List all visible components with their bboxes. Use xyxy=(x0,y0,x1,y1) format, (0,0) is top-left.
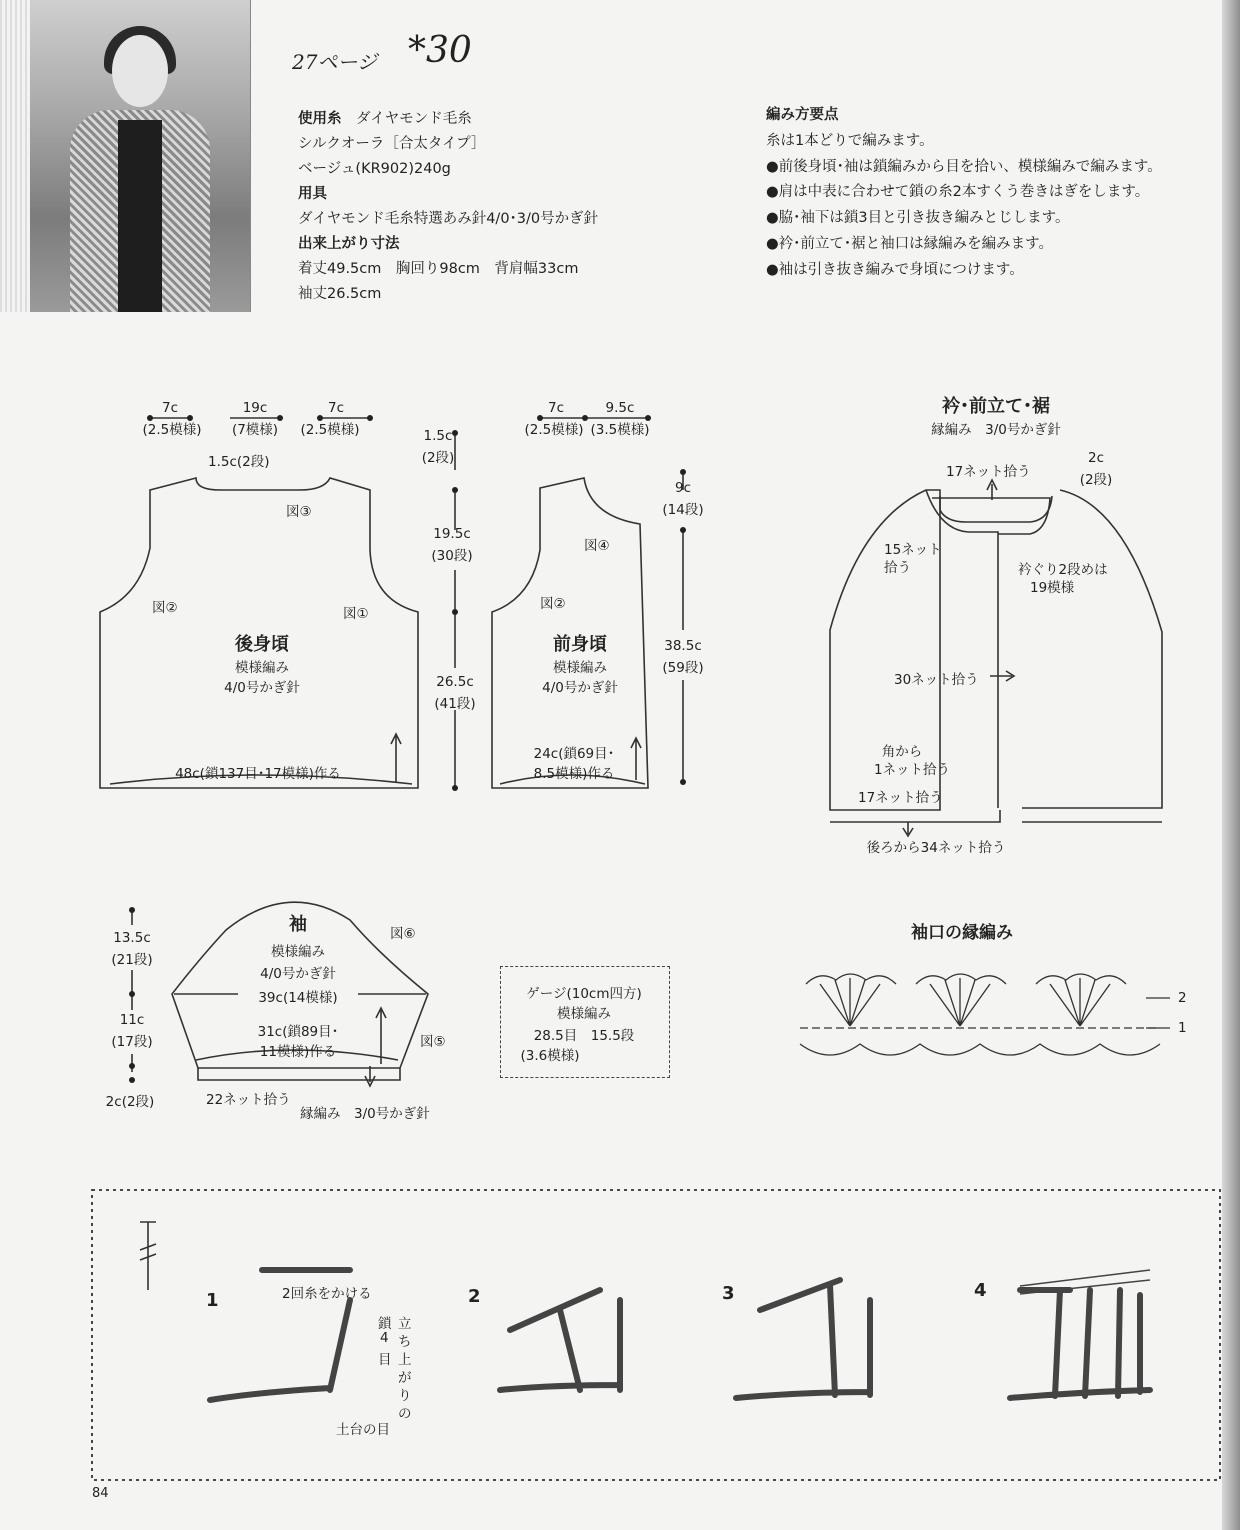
sleeve-side-dim-2-sub: (17段) xyxy=(111,1034,153,1050)
sleeve-side-dim-1-sub: (21段) xyxy=(111,952,153,968)
collar-down-arrow xyxy=(903,822,913,836)
back-side-dim-1-sub: (2段) xyxy=(421,450,455,466)
back-side-dim-2-sub: (30段) xyxy=(431,548,473,564)
collar-pick-17-bottom: 17ネット拾う xyxy=(858,790,943,806)
collar-band xyxy=(940,496,1052,522)
sleeve-base-1: 31c(鎖89目･ xyxy=(257,1024,339,1040)
chain-label-c: 目 xyxy=(378,1352,392,1368)
chain-label-a: 鎖 xyxy=(378,1316,392,1332)
back-top-right-sub: (2.5模様) xyxy=(300,422,360,438)
front-fig-2: 図② xyxy=(540,596,566,612)
sleeve-base-2: 11模様)作る xyxy=(259,1044,337,1060)
rise-label-d: が xyxy=(398,1370,412,1386)
front-top-left-sub: (2.5模様) xyxy=(524,422,584,438)
back-stitch: 模様編み xyxy=(235,660,289,676)
base-stitch-label: 土台の目 xyxy=(336,1422,390,1438)
back-top-left-dim: 7c xyxy=(161,400,179,416)
collar-pick-17-top: 17ネット拾う xyxy=(946,464,1031,480)
front-side-dim-2-sub: (59段) xyxy=(662,660,704,676)
instruction-box xyxy=(92,1190,1220,1480)
collar-pick-15-b: 拾う xyxy=(884,560,911,576)
front-title: 前身頃 xyxy=(553,634,607,655)
rise-label-a: 立 xyxy=(398,1316,412,1332)
size-line-2: 袖丈26.5cm xyxy=(298,285,382,302)
back-top-left-sub: (2.5模様) xyxy=(142,422,202,438)
step-2-chain xyxy=(500,1290,620,1390)
dim-dot xyxy=(129,1063,135,1069)
front-fig-4: 図④ xyxy=(584,538,610,554)
back-top-mid-dim: 19c xyxy=(242,400,268,416)
sleeve-stitch: 模様編み xyxy=(271,944,325,960)
sleeve-side-dim-2: 11c xyxy=(119,1012,145,1028)
back-side-dim-3: 26.5c xyxy=(436,674,474,690)
step-1-number: 1 xyxy=(206,1290,219,1311)
yarn-brand: ダイヤモンド毛糸 xyxy=(356,111,472,127)
rise-label-f: の xyxy=(398,1406,412,1422)
dim-dot xyxy=(452,430,458,436)
sleeve-down-arrow xyxy=(365,1066,375,1086)
size-heading: 出来上がり寸法 xyxy=(298,235,400,252)
gauge-line-4: (3.6模様) xyxy=(520,1048,580,1064)
front-side-dim-2: 38.5c xyxy=(664,638,702,654)
dim-dot xyxy=(452,487,458,493)
page-number: 84 xyxy=(92,1486,109,1501)
front-side-dim-1-sub: (14段) xyxy=(662,502,704,518)
collar-sub: 縁編み 3/0号かぎ針 xyxy=(931,422,1061,438)
tools-heading: 用具 xyxy=(298,185,327,202)
step-3-number: 3 xyxy=(722,1283,735,1304)
front-bottom-dim-1: 24c(鎖69目･ xyxy=(533,746,615,762)
dim-dot xyxy=(129,991,135,997)
point-item: ●袖は引き抜き編みで身頃につけます。 xyxy=(766,261,1024,278)
page-reference: 27ページ xyxy=(292,50,378,74)
gauge-line-1: ゲージ(10cm四方) xyxy=(526,986,642,1002)
dim-dot xyxy=(680,779,686,785)
dim-dot xyxy=(367,415,373,421)
pattern-number: *30 xyxy=(408,30,472,71)
front-top-right-dim: 9.5c xyxy=(605,400,635,416)
front-top-left-dim: 7c xyxy=(547,400,565,416)
collar-pick-30: 30ネット拾う xyxy=(894,672,979,688)
collar-pick-15: 15ネット xyxy=(884,542,942,558)
back-fig-2: 図② xyxy=(152,600,178,616)
front-hook: 4/0号かぎ針 xyxy=(542,680,618,696)
sleeve-up-arrow xyxy=(376,1008,386,1064)
collar-neck-note-b: 19模様 xyxy=(1030,580,1075,596)
points-intro: 糸は1本どりで編みます。 xyxy=(766,132,934,149)
sleeve-fig-6: 図⑥ xyxy=(390,926,416,942)
back-hook: 4/0号かぎ針 xyxy=(224,680,300,696)
back-bottom-dim: 48c(鎖137目･17模様)作る xyxy=(175,766,341,782)
sleeve-hook: 4/0号かぎ針 xyxy=(260,966,336,982)
rise-label-b: ち xyxy=(398,1334,412,1350)
back-side-dim-2: 19.5c xyxy=(433,526,471,542)
cuff-row-1: 1 xyxy=(1178,1020,1187,1036)
back-top-right-dim: 7c xyxy=(327,400,345,416)
dim-dot xyxy=(129,1077,135,1083)
collar-neck-note: 衿ぐり2段めは xyxy=(1018,562,1108,578)
tools-text: ダイヤモンド毛糸特選あみ針4/0･3/0号かぎ針 xyxy=(298,210,599,227)
collar-dim-2c: 2c xyxy=(1087,450,1105,466)
step-3-chain xyxy=(736,1280,870,1398)
collar-pick-34: 後ろから34ネット拾う xyxy=(866,840,1006,856)
back-side-dim-3-sub: (41段) xyxy=(434,696,476,712)
sleeve-title: 袖 xyxy=(289,914,307,935)
size-line-1: 着丈49.5cm 胸回り98cm 背肩幅33cm xyxy=(298,260,579,277)
treble-symbol xyxy=(140,1222,156,1290)
sleeve-fig-5: 図⑤ xyxy=(420,1034,446,1050)
collar-back-outline xyxy=(1022,490,1162,808)
back-title: 後身頃 xyxy=(235,634,289,655)
step-4-chain xyxy=(1010,1290,1150,1398)
yarn-heading: 使用糸 xyxy=(298,111,342,127)
chain-label-b: 4 xyxy=(380,1330,389,1346)
sleeve-width: 39c(14模様) xyxy=(258,990,338,1006)
back-start-arrow xyxy=(391,734,401,782)
cuff-title: 袖口の縁編み xyxy=(911,923,1013,943)
dim-dot xyxy=(680,469,686,475)
back-top-mid-sub: (7模様) xyxy=(231,422,279,438)
step-2-number: 2 xyxy=(468,1286,481,1307)
step-yarn-over: 2回糸をかける xyxy=(282,1286,372,1302)
collar-dim-2c-sub: (2段) xyxy=(1079,472,1113,488)
rise-label-c: 上 xyxy=(398,1352,412,1368)
dim-dot xyxy=(129,907,135,913)
back-fig-3: 図③ xyxy=(286,504,312,520)
back-fig-1: 図① xyxy=(343,606,369,622)
collar-right-arrow xyxy=(990,671,1014,681)
collar-corner: 角から xyxy=(881,744,923,760)
point-item: ●肩は中表に合わせて鎖の糸2本すくう巻きはぎをします。 xyxy=(766,184,1150,201)
step-4-number: 4 xyxy=(974,1280,987,1301)
dim-dot xyxy=(680,527,686,533)
gauge-line-3: 28.5目 15.5段 xyxy=(533,1028,635,1044)
sleeve-side-dim-3: 2c(2段) xyxy=(105,1094,155,1110)
gauge-line-2: 模様編み xyxy=(557,1006,611,1022)
point-item: ●脇･袖下は鎖3目と引き抜き編みとじします。 xyxy=(766,210,1070,227)
point-item: ●前後身頃･袖は鎖編みから目を拾い、模様編みで編みます。 xyxy=(766,158,1162,175)
cuff-row-2: 2 xyxy=(1178,990,1187,1006)
dim-dot xyxy=(452,609,458,615)
sleeve-side-dim-1: 13.5c xyxy=(113,930,151,946)
back-side-dim-1: 1.5c xyxy=(423,428,453,444)
dim-dot xyxy=(452,785,458,791)
rise-label-e: り xyxy=(398,1388,412,1404)
yarn-name: シルクオーラ［合太タイプ］ xyxy=(298,135,486,152)
front-stitch: 模様編み xyxy=(553,660,607,676)
collar-title: 衿･前立て･裾 xyxy=(942,396,1050,417)
yarn-color: ベージュ(KR902)240g xyxy=(298,160,451,177)
collar-corner-b: 1ネット拾う xyxy=(873,762,951,778)
cuff-stitch-chart xyxy=(800,974,1170,1055)
point-item: ●衿･前立て･裾と袖口は縁編みを編みます。 xyxy=(766,235,1053,252)
collar-up-arrow xyxy=(987,480,997,500)
back-neck-depth: 1.5c(2段) xyxy=(208,454,270,470)
front-top-right-sub: (3.5模様) xyxy=(590,422,650,438)
collar-hem xyxy=(830,810,1162,822)
front-start-arrow xyxy=(631,738,641,780)
front-side-dim-1: 9c xyxy=(674,480,692,496)
points-heading: 編み方要点 xyxy=(766,107,839,123)
sleeve-pick-22: 22ネット拾う xyxy=(206,1092,291,1108)
front-bottom-dim-2: 8.5模様)作る xyxy=(533,766,615,782)
sleeve-edge-label: 縁編み 3/0号かぎ針 xyxy=(300,1106,430,1122)
